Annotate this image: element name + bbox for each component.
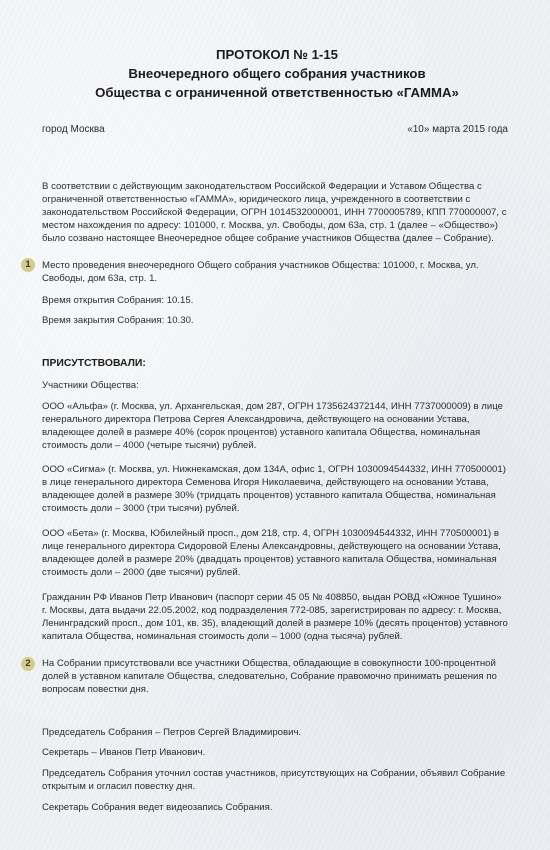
present-heading: ПРИСУТСТВОВАЛИ: <box>42 358 146 369</box>
date: «10» марта 2015 года <box>407 124 508 135</box>
participant-ivanov: Гражданин РФ Иванов Петр Иванович (паспорт серии 45 05 № 408850, выдан РОВД «Южное Тушино» г. Москвы, дата выдачи 22.05.2002, код подразделения 772-085, зарегистрирован по адресу: г. Москва, Ленинградский просп., дом 101, кв. 35), владеющий долей в размере 10% (десять процентов) уставного капитала Общества, номинальная стоимость доли – 1000 (одна тысяча) рублей. <box>42 592 508 642</box>
participants-label: Участники Общества: <box>42 380 139 391</box>
annotation-marker-1: 1 <box>21 258 35 272</box>
participant-alpha: ООО «Альфа» (г. Москва, ул. Архангельская, дом 287, ОГРН 1735624372144, ИНН 7737000009) в лице генерального директора Петрова Сергея Александровича, действующего на основании Устава, владеющее долей в размере 40% (сорок процентов) уставного капитала Общества, номинальная стоимость доли – 4000 (четыре тысячи) рублей. <box>42 401 503 451</box>
participant-beta: ООО «Бета» (г. Москва, Юбилейный просп., дом 218, стр. 4, ОГРН 1030094544332, ИНН 770500001) в лице генерального директора Сидоровой Елены Александровны, действующего на основании Устава, владеющее долей в размере 20% (двадцать процентов) уставного капитала Общества, номинальная стоимость доли – 2000 (две тысячи) рублей. <box>42 528 501 578</box>
city: город Москва <box>42 124 105 135</box>
secretary-line: Секретарь – Иванов Петр Иванович. <box>42 747 206 758</box>
meta-line <box>42 124 508 135</box>
participant-sigma: ООО «Сигма» (г. Москва, ул. Нижнекамская, дом 134А, офис 1, ОГРН 1030094544332, ИНН 770500001) в лице генерального директора Семенова Игоря Николаевича, действующего на основании Устава, владеющее долей в размере 30% (тридцать процентов) уставного капитала Общества, номинальная стоимость доли – 3000 (три тысячи) рублей. <box>42 464 506 514</box>
place-paragraph: Место проведения внеочередного Общего собрания участников Общества: 101000, г. Москва, ул. Свободы, дом 63а, стр. 1. <box>42 260 479 284</box>
chairman-line: Председатель Собрания – Петров Сергей Владимирович. <box>42 727 302 738</box>
open-time: Время открытия Собрания: 10.15. <box>42 295 194 306</box>
chair-action-paragraph: Председатель Собрания уточнил состав участников, присутствующих на Собрании, объявил Собрание открытым и огласил повестку дня. <box>42 768 506 792</box>
protocol-title: ПРОТОКОЛ № 1-15 <box>216 47 338 62</box>
protocol-subtitle-1: Внеочередного общего собрания участников <box>128 66 426 81</box>
video-line: Секретарь Собрания ведет видеозапись Собрания. <box>42 802 273 813</box>
quorum-paragraph: На Собрании присутствовали все участники Общества, обладающие в совокупности 100-процентной долей в уставном капитале Общества, следовательно, Собрание правомочно принимать решения по вопросам повестки дня. <box>42 658 497 695</box>
intro-paragraph: В соответствии с действующим законодательством Российской Федерации и Уставом Общества с ограниченной ответственностью «ГАММА», юридического лица, учрежденного в соответствии с законодательством Российской Федерации, ОГРН 1014532000001, ИНН 7700005789, КПП 770000007, с местом нахождения по адресу: 101000, г. Москва, ул. Свободы, дом 63а, стр. 1 (далее – «Общество») было созвано настоящее Внеочередное общее собрание участников Общества (далее – Собрание). <box>42 181 507 244</box>
annotation-marker-2: 2 <box>21 657 35 671</box>
close-time: Время закрытия Собрания: 10.30. <box>42 315 194 326</box>
protocol-subtitle-2: Общества с ограниченной ответственностью «ГАММА» <box>95 85 459 100</box>
